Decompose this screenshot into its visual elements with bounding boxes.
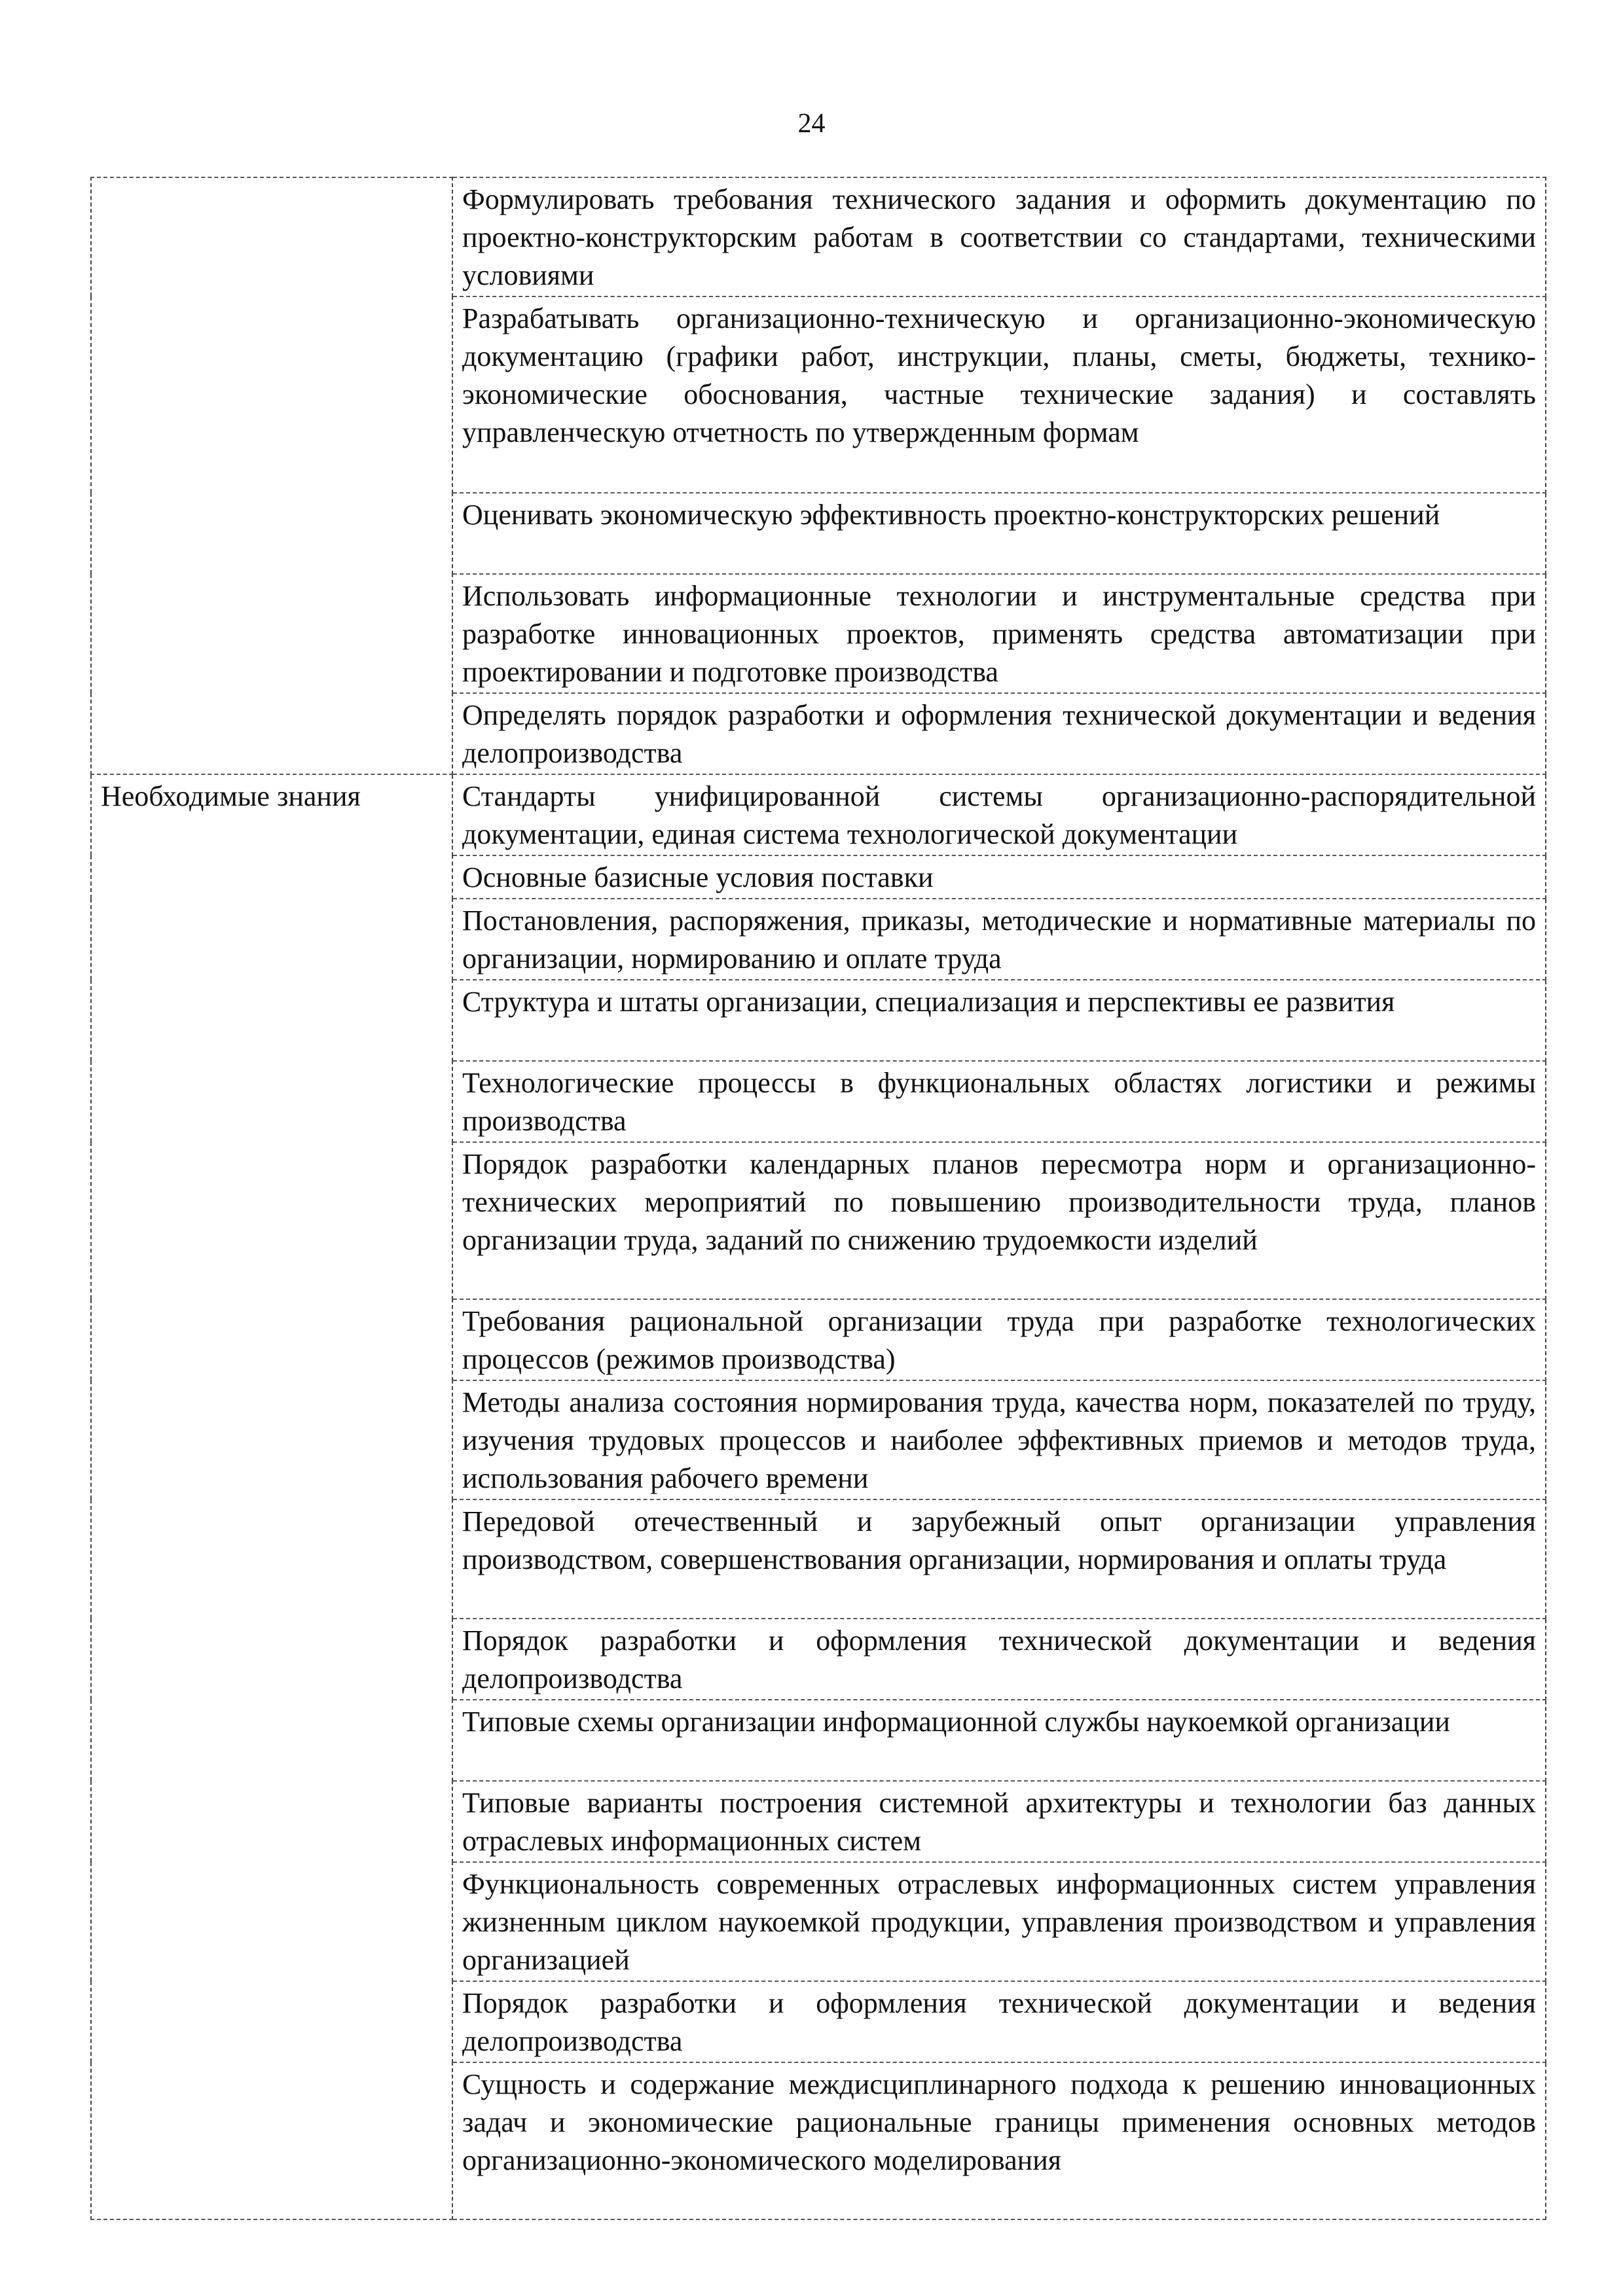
table-cell: Порядок разработки календарных планов пересмотра норм и организационно-технических мероприятий по повышению производительности труда, планов организации труда, заданий по снижению трудоемкости изделий [452, 1142, 1546, 1299]
table-cell: Оценивать экономическую эффективность проектно-конструкторских решений [452, 493, 1546, 574]
table-cell: Стандарты унифицированной системы организационно-распорядительной документации, единая система технологической документации [452, 774, 1546, 855]
table-cell: Требования рациональной организации труда при разработке технологических процессов (режимов производства) [452, 1299, 1546, 1380]
table-cell: Типовые варианты построения системной архитектуры и технологии баз данных отраслевых информационных систем [452, 1781, 1546, 1862]
table-cell: Методы анализа состояния нормирования труда, качества норм, показателей по труду, изучения трудовых процессов и наиболее эффективных приемов и методов труда, использования рабочего времени [452, 1380, 1546, 1499]
table-cell: Использовать информационные технологии и инструментальные средства при разработке инновационных проектов, применять средства автоматизации при проектировании и подготовке производства [452, 574, 1546, 693]
table-row [91, 774, 1546, 855]
table-cell: Сущность и содержание междисциплинарного подхода к решению инновационных задач и экономические рациональные границы применения основных методов организационно-экономического моделирования [452, 2062, 1546, 2219]
table-cell: Формулировать требования технического задания и оформить документацию по проектно-конструкторским работам в соответствии со стандартами, техническими условиями [452, 177, 1546, 296]
page-number: 24 [797, 109, 826, 139]
requirements-table [90, 177, 1546, 2220]
section-label-knowledge: Необходимые знания [91, 774, 452, 2219]
table-cell: Типовые схемы организации информационной службы наукоемкой организации [452, 1700, 1546, 1781]
table-cell: Порядок разработки и оформления технической документации и ведения делопроизводства [452, 1981, 1546, 2062]
table-cell: Порядок разработки и оформления технической документации и ведения делопроизводства [452, 1619, 1546, 1700]
table-cell: Основные базисные условия поставки [452, 855, 1546, 899]
section-label-skills [91, 177, 452, 774]
table-row [91, 177, 1546, 296]
table-cell: Структура и штаты организации, специализация и перспективы ее развития [452, 980, 1546, 1061]
table-cell: Технологические процессы в функциональных областях логистики и режимы производства [452, 1061, 1546, 1142]
table-cell: Постановления, распоряжения, приказы, методические и нормативные материалы по организации, нормированию и оплате труда [452, 899, 1546, 980]
table-cell: Функциональность современных отраслевых информационных систем управления жизненным циклом наукоемкой продукции, управления производством и управления организацией [452, 1862, 1546, 1981]
table-cell: Разрабатывать организационно-техническую и организационно-экономическую документацию (графики работ, инструкции, планы, сметы, бюджеты, технико-экономические обоснования, частные технические задания) и составлять управленческую отчетность по утвержденным формам [452, 296, 1546, 493]
table-cell: Определять порядок разработки и оформления технической документации и ведения делопроизводства [452, 693, 1546, 774]
table-cell: Передовой отечественный и зарубежный опыт организации управления производством, совершенствования организации, нормирования и оплаты труда [452, 1499, 1546, 1619]
